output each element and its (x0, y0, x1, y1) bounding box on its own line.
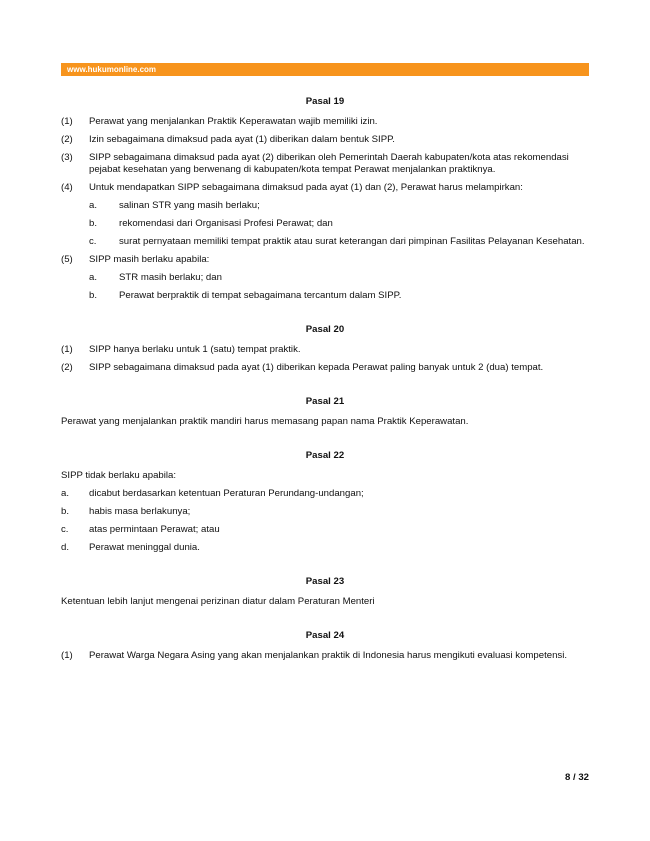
pasal-title: Pasal 22 (305, 450, 345, 461)
sub-list-item: c. surat pernyataan memiliki tempat praktik atau surat keterangan dari pimpinan Fasilitas Pelayanan Kesehatan. (89, 236, 585, 247)
list-item: (5) SIPP masih berlaku apabila: (61, 254, 210, 265)
sub-list-item: a. salinan STR yang masih berlaku; (89, 200, 260, 211)
list-item: (3) SIPP sebagaimana dimaksud pada ayat (2) diberikan oleh Pemerintah Daerah kabupaten/kota atas rekomendasi pejabat kesehatan yang berwenang di kabupaten/kota tempat Perawat menjalankan praktiknya. (61, 152, 569, 175)
list-item: c. atas permintaan Perawat; atau (61, 524, 220, 535)
list-item: (2) SIPP sebagaimana dimaksud pada ayat (1) diberikan kepada Perawat paling banyak untuk 2 (dua) tempat. (61, 362, 544, 373)
list-item: (1) Perawat yang menjalankan Praktik Keperawatan wajib memiliki izin. (61, 116, 378, 127)
pasal-title: Pasal 24 (305, 630, 345, 641)
pasal-19 (61, 96, 589, 302)
pasal-22 (61, 450, 589, 554)
page-number: 8 / 32 (564, 772, 589, 783)
sub-list-item: a. STR masih berlaku; dan (89, 272, 222, 283)
list-item: b. habis masa berlakunya; (61, 506, 191, 517)
pasal-title: Pasal 21 (305, 396, 345, 407)
site-banner (61, 63, 589, 76)
pasal-title: Pasal 20 (305, 324, 345, 335)
list-item: (1) SIPP hanya berlaku untuk 1 (satu) tempat praktik. (61, 344, 301, 355)
pasal-23 (61, 576, 589, 608)
list-item: d. Perawat meninggal dunia. (61, 542, 200, 553)
pasal-title: Pasal 19 (305, 96, 345, 107)
pasal-20 (61, 324, 589, 374)
paragraph: SIPP tidak berlaku apabila: (61, 470, 177, 481)
pasal-24 (61, 630, 589, 662)
pasal-21 (61, 396, 589, 428)
list-item: (4) Untuk mendapatkan SIPP sebagaimana dimaksud pada ayat (1) dan (2), Perawat harus melampirkan: (61, 182, 523, 193)
paragraph: Ketentuan lebih lanjut mengenai perizinan diatur dalam Peraturan Menteri (61, 596, 375, 607)
sub-list-item: b. rekomendasi dari Organisasi Profesi Perawat; dan (89, 218, 333, 229)
paragraph: Perawat yang menjalankan praktik mandiri harus memasang papan nama Praktik Keperawatan. (61, 416, 469, 427)
pasal-title: Pasal 23 (305, 576, 345, 587)
list-item: (1) Perawat Warga Negara Asing yang akan menjalankan praktik di Indonesia harus mengikuti evaluasi kompetensi. (61, 650, 568, 661)
document-body (61, 96, 589, 684)
list-item: a. dicabut berdasarkan ketentuan Peraturan Perundang-undangan; (61, 488, 364, 499)
site-url[interactable]: www.hukumonline.com (67, 65, 157, 74)
list-item: (2) Izin sebagaimana dimaksud pada ayat (1) diberikan dalam bentuk SIPP. (61, 134, 395, 145)
sub-list-item: b. Perawat berpraktik di tempat sebagaimana tercantum dalam SIPP. (89, 290, 402, 301)
